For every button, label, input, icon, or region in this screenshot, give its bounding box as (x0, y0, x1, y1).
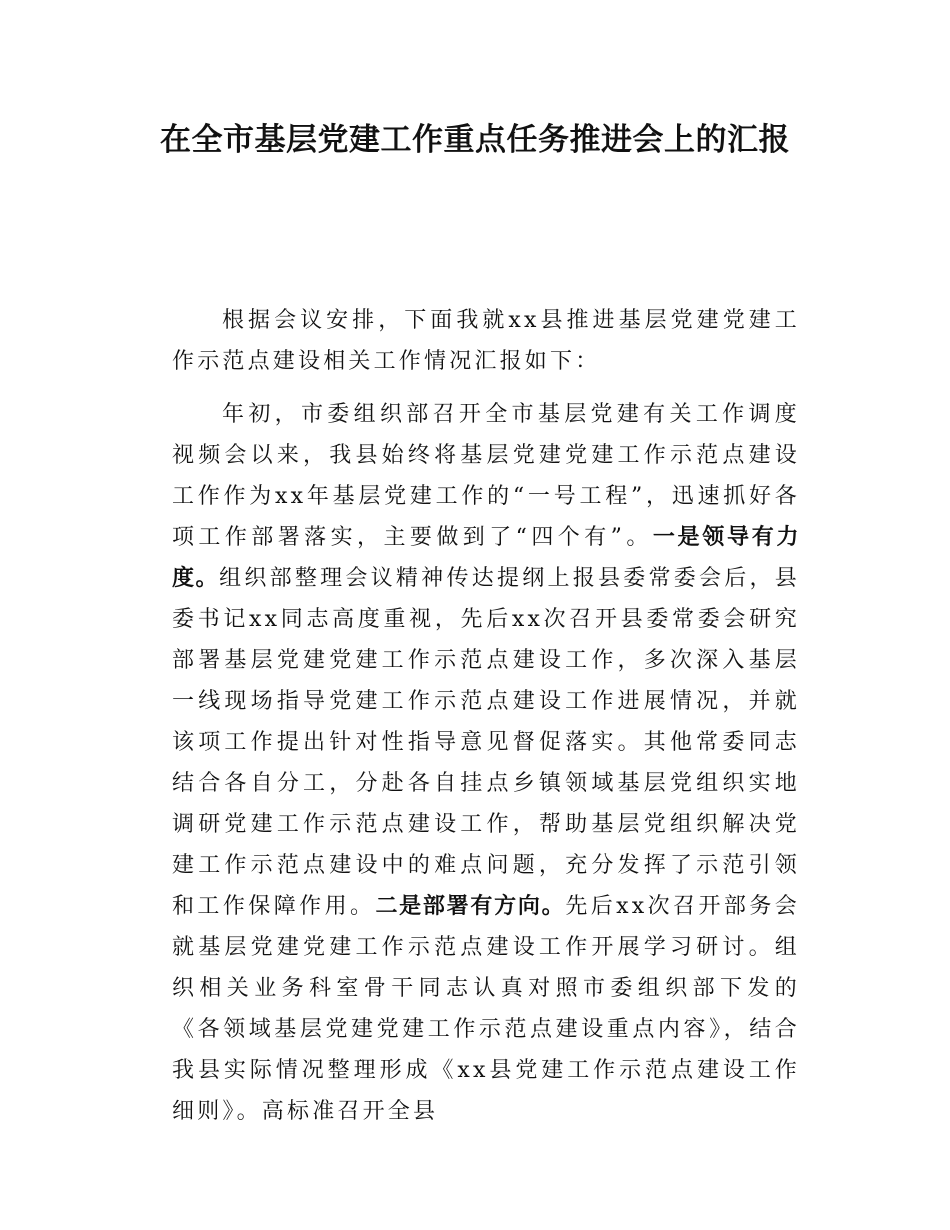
paragraph-main-text-3: 先后xx次召开部务会就基层党建党建工作示范点建设工作开展学习研讨。组织相关业务科室骨干同志认真对照市委组织部下发的《各领域基层党建党建工作示范点建设重点内容》，结合我县实际情况整理形成《xx县党建工作示范点建设工作细则》。高标准召开全县 (172, 894, 800, 1124)
paragraph-main-text-1: 年初，市委组织部召开全市基层党建有关工作调度视频会以来，我县始终将基层党建党建工作示范点建设工作作为xx年基层党建工作的“一号工程”，迅速抓好各项工作部署落实，主要做到了“四个有”。 (172, 402, 800, 550)
paragraph-intro: 根据会议安排，下面我就xx县推进基层党建党建工作示范点建设相关工作情况汇报如下： (172, 308, 800, 374)
paragraph-main (172, 394, 800, 1132)
heading-leadership: 一是领导有力度。 (172, 525, 800, 591)
heading-deployment: 二是部署有方向。 (375, 894, 566, 919)
document-body (172, 300, 800, 1132)
document-title: 在全市基层党建工作重点任务推进会上的汇报 (160, 122, 790, 158)
paragraph-main-text-2: 组织部整理会议精神传达提纲上报县委常委会后，县委书记xx同志高度重视，先后xx次召开县委常委会研究部署基层党建党建工作示范点建设工作，多次深入基层一线现场指导党建工作示范点建设工作进展情况，并就该项工作提出针对性指导意见督促落实。其他常委同志结合各自分工，分赴各自挂点乡镇领域基层党组织实地调研党建工作示范点建设工作，帮助基层党组织解决党建工作示范点建设中的难点问题，充分发挥了示范引领和工作保障作用。 (172, 566, 800, 919)
